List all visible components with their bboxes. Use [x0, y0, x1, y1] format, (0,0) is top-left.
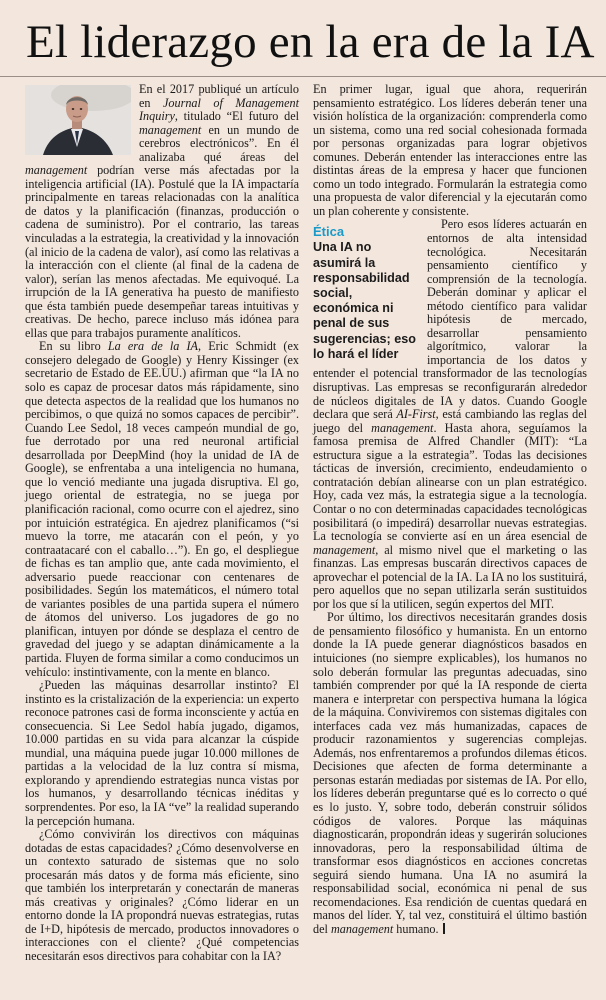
headline-divider	[0, 76, 606, 77]
italic-term: management	[313, 542, 376, 557]
paragraph: Por último, los directivos necesitarán grandes dosis de pensamiento filosófico y humanista. En un entorno donde la IA puede generar diagnósticos basados en intuiciones (no siempre explicables), los humanos no solo deberán formular las preguntas adecuadas, sino también comprender por qué la IA responde de cierta manera e interpretar con perspectiva humana la lógica de la máquina. Conviviremos con sistemas digitales con interfaces cada vez más humanizadas, capaces de producir razonamientos y sugerencias complejas. Además, nos enfrentaremos a profundos dilemas éticos. Decisiones que afecten de forma determinante a personas estarán mediadas por sistemas de IA. Por ello, los líderes deberán preguntarse qué es lo correcto o qué es lo justo. Y, sobre todo, deberán construir sólidos códigos de valores. Porque las máquinas diagnosticarán, propondrán ideas y sugerirán soluciones innovadoras, pero la responsabilidad última de transformar esos diagnósticos en acciones concretas seguirá siendo humana. Una IA no asumirá la responsabilidad social, económica ni penal de sus recomendaciones. Esa rendición de cuentas quedará en manos del líder. Y, tal vez, constituirá el último bastión del management humano.	[313, 610, 587, 936]
italic-term: management	[330, 921, 394, 936]
paragraph: En su libro La era de la IA, Eric Schmidt (ex consejero delegado de Google) y Henry Kissinger (ex secretario de Estado de EE.UU.) afirman que “la IA no solo es capaz de procesar datos más rápidamente, sino que detecta aspectos de la realidad que los humanos no percibimos, o que quizá no somos capaces de percibir”. Cuando Lee Sedol, 18 veces campeón mundial de go, fue derrotado por una red neuronal artificial desarrollada por DeepMind (hoy la unidad de IA de Google), se enfrentaba a una inteligencia no humana, que lo venció mediante una jugada disruptiva. El go, juego oriental de estrategia, no se juega por planificación racional, como ocurre con el ajedrez, sino por intuición estratégica. En ajedrez planificamos (“si muevo la torre, me atacarán con el peón, y yo contraatacaré con el caballo…”). En go, el despliegue de fichas es tan amplio que, ante cada movimiento, el adversario puede reaccionar con centenares de posibilidades. Según los matemáticos, el número total de variantes posibles de una partida supera el número de átomos del universo. Los jugadores de go no planifican, intuyen por dónde se desplaza el centro de gravedad del juego y se adaptan dinámicamente a la partida. Fluyen de forma similar a como conducimos un vehículo: instintivamente, con la mente en blanco.	[25, 339, 299, 679]
pull-quote-label: Ética	[313, 224, 345, 240]
pull-quote	[313, 224, 417, 362]
author-photo	[25, 85, 131, 155]
right-column	[313, 83, 587, 936]
paragraph: ¿Cómo convivirán los directivos con máquinas dotadas de estas capacidades? ¿Cómo desenvolverse en un contexto saturado de sistemas que no solo procesarán más datos y de forma más eficiente, sino que también los interpretarán y conectarán de maneras más creativas y originales? ¿Cómo liderar en un entorno donde la IA propondrá nuevas estrategias, rutas de I+D, hipótesis de mercado, productos innovadores o interacciones con el cliente? ¿Qué competencias necesitarán esos directivos para cohabitar con la IA?	[25, 827, 299, 963]
italic-term: AI-First	[396, 407, 436, 422]
author-portrait	[25, 85, 131, 155]
italic-term: management	[25, 163, 88, 178]
left-column	[25, 83, 299, 964]
pull-quote-text: Una IA no asumirá la responsabilidad social, económica ni penal de sus sugerencias; eso lo hará el líder	[313, 240, 416, 361]
paragraph: En primer lugar, igual que ahora, requerirán pensamiento estratégico. Los líderes deberán tener una visión holística de la organización: comprenderla como un sistema, como una red social cohesionada formada por personas organizadas para lograr objetivos comunes. Deberán entender las interacciones entre las distintas áreas de la empresa y hacer que funcionen como un todo integrado. Formularán la estrategia como una propuesta de valor diferencial y la ejecutarán como un plan coherente y consistente.	[313, 82, 587, 218]
italic-term: Journal of Management Inquiry	[139, 95, 299, 124]
italic-term: management	[139, 122, 202, 137]
article-headline: El liderazgo en la era de la IA	[26, 16, 595, 68]
article-end-mark	[443, 923, 445, 934]
italic-term: La era de la IA	[107, 339, 199, 354]
italic-term: management	[371, 420, 434, 435]
paragraph: En el 2017 publiqué un artículo en Journal of Management Inquiry, titulado “El futuro del management en un mundo de cerebros electrónicos”. En él analizaba qué áreas del management podrían verse más afectadas por la inteligencia artificial (IA). Postulé que la IA impactaría principalmente en tareas relacionadas con la analítica de datos y la planificación (finanzas, producción o cadena de suministro). Por el contrario, las tareas vinculadas a la estrategia, la creatividad y la innovación (al inicio de la cadena de valor), así como las relativas a la interacción con el cliente (al final de la cadena de valor), serían las menos afectadas. Me equivoqué. La irrupción de la IA generativa ha puesto de manifiesto que ésta también puede desempeñar tareas intuitivas y creativas. De hecho, parece incluso más idónea para ellas que para trabajos puramente analíticos.	[25, 82, 299, 340]
paragraph: Pero esos líderes actuarán en entornos de alta intensidad tecnológica. Necesitarán pensamiento científico y comprensión de la tecnología. Deberán dominar y aplicar el método científico para validar hipótesis de mercado, desarrollar pensamiento algorítmico, valorar la importancia de los datos y entender el potencial transformador de las tecnologías disruptivas. Las empresas se reconfigurarán alrededor de núcleos digitales de IA y datos. Cuando Google declara que será AI-First, está cambiando las reglas del juego del management. Hasta ahora, seguíamos la famosa premisa de Alfred Chandler (MIT): “La estructura sigue a la estrategia”. Todas las decisiones tácticas de inversión, crecimiento, endeudamiento o contratación debían alinearse con un plan estratégico. Hoy, cada vez más, la estrategia sigue a la tecnología. Contar o no con determinadas capacidades tecnológicas posibilitará (o impedirá) desarrollar nuevas estrategias. La tecnología se convierte así en un área esencial de management, al mismo nivel que el marketing o las finanzas. Las empresas buscarán directivos capaces de aprovechar el potencial de la IA. La IA no los sustituirá, pero aquellos que no sepan utilizarla serán sustituidos por los que sí la utilicen, según expertos del MIT.	[313, 217, 588, 611]
paragraph: ¿Pueden las máquinas desarrollar instinto? El instinto es la cristalización de la experiencia: un experto reconoce patrones casi de forma inconsciente y actúa en consecuencia. Si Lee Sedol había jugado, digamos, 10.000 partidas en su vida para alcanzar la cúspide mundial, una máquina puede jugar 10.000 millones de partidas a la velocidad de la luz contra sí misma, explorando y aprendiendo estrategias nunca vistas por los humanos, y desarrollando técnicas inéditas y sorprendentes. Por eso, la IA “ve” la realidad superando la percepción humana.	[25, 678, 299, 828]
